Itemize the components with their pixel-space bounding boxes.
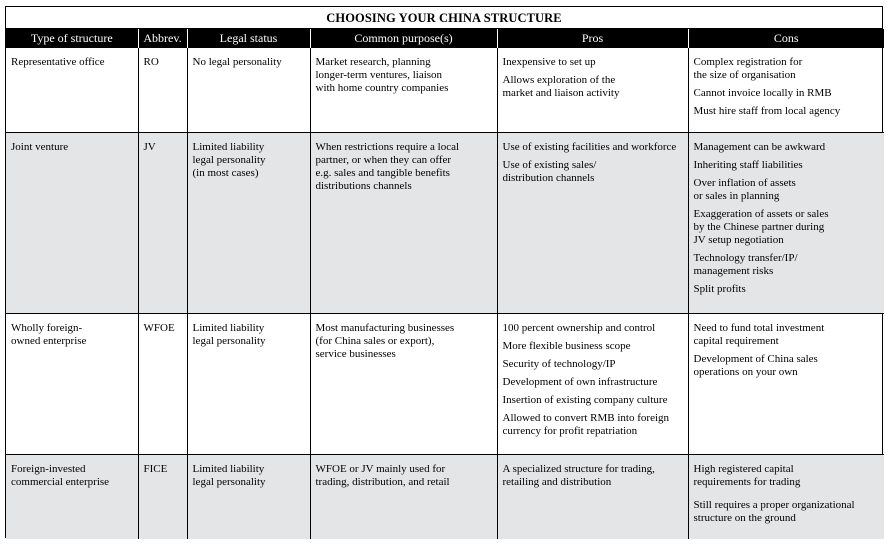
cell-abbrev: WFOE [138,314,187,455]
con-item: Split profits [693,283,746,295]
con-item: Technology transfer/IP/ management risks [693,252,798,277]
cell-abbrev: FICE [138,455,187,539]
table-row [6,48,884,133]
china-structure-table [5,6,883,538]
cell-pros [497,455,688,539]
pro-item: Security of technology/IP [502,358,616,370]
con-item: Must hire staff from local agency [693,105,841,117]
cell-abbrev: RO [138,48,187,133]
con-item: Complex registration for the size of organisation [693,56,803,81]
pro-item: 100 percent ownership and control [502,322,656,334]
cell-type: Joint venture [6,133,138,314]
cell-abbrev: JV [138,133,187,314]
pro-item: More flexible business scope [502,340,631,352]
pro-item: Insertion of existing company culture [502,394,668,406]
con-item: Still requires a proper organizational structure on the ground [693,499,855,524]
header-abbrev: Abbrev. [138,29,187,48]
header-type: Type of structure [6,29,138,48]
cell-legal-status: Limited liability legal personality [187,314,310,455]
cell-type: Foreign-invested commercial enterprise [6,455,138,539]
header-purpose: Common purpose(s) [310,29,497,48]
structure-table [6,29,884,539]
cell-purpose: Market research, planning longer-term ventures, liaison with home country companies [310,48,497,133]
con-item: Inheriting staff liabilities [693,159,803,171]
pro-item: Inexpensive to set up [502,56,596,68]
header-cons: Cons [688,29,884,48]
con-item: Need to fund total investment capital requirement [693,322,825,347]
pro-item: Allows exploration of the market and liaison activity [502,74,620,99]
table-row [6,455,884,539]
header-legal-status: Legal status [187,29,310,48]
con-item: Over inflation of assets or sales in planning [693,177,796,202]
header-row [6,29,884,48]
cell-legal-status: No legal personality [187,48,310,133]
cell-cons [688,314,884,455]
table-row [6,133,884,314]
cell-pros [497,48,688,133]
cell-pros [497,133,688,314]
con-item: Management can be awkward [693,141,826,153]
cell-legal-status: Limited liability legal personality (in most cases) [187,133,310,314]
cell-legal-status: Limited liability legal personality [187,455,310,539]
cell-type: Wholly foreign- owned enterprise [6,314,138,455]
pro-item: Development of own infrastructure [502,376,658,388]
header-pros: Pros [497,29,688,48]
cell-purpose: When restrictions require a local partner, or when they can offer e.g. sales and tangible benefits distributions channels [310,133,497,314]
table-row [6,314,884,455]
cell-type: Representative office [6,48,138,133]
pro-item: A specialized structure for trading, retailing and distribution [502,463,655,488]
cell-cons [688,455,884,539]
pro-item: Use of existing facilities and workforce [502,141,677,153]
con-item: Development of China sales operations on your own [693,353,818,378]
cell-purpose: Most manufacturing businesses (for China sales or export), service businesses [310,314,497,455]
cell-cons [688,133,884,314]
cell-pros [497,314,688,455]
table-title: CHOOSING YOUR CHINA STRUCTURE [6,7,882,29]
cell-cons [688,48,884,133]
con-item: High registered capital requirements for trading [693,463,801,488]
con-item: Cannot invoice locally in RMB [693,87,832,99]
pro-item: Allowed to convert RMB into foreign currency for profit repatriation [502,412,670,437]
pro-item: Use of existing sales/ distribution channels [502,159,597,184]
con-item: Exaggeration of assets or sales by the Chinese partner during JV setup negotiation [693,208,829,246]
cell-purpose: WFOE or JV mainly used for trading, distribution, and retail [310,455,497,539]
